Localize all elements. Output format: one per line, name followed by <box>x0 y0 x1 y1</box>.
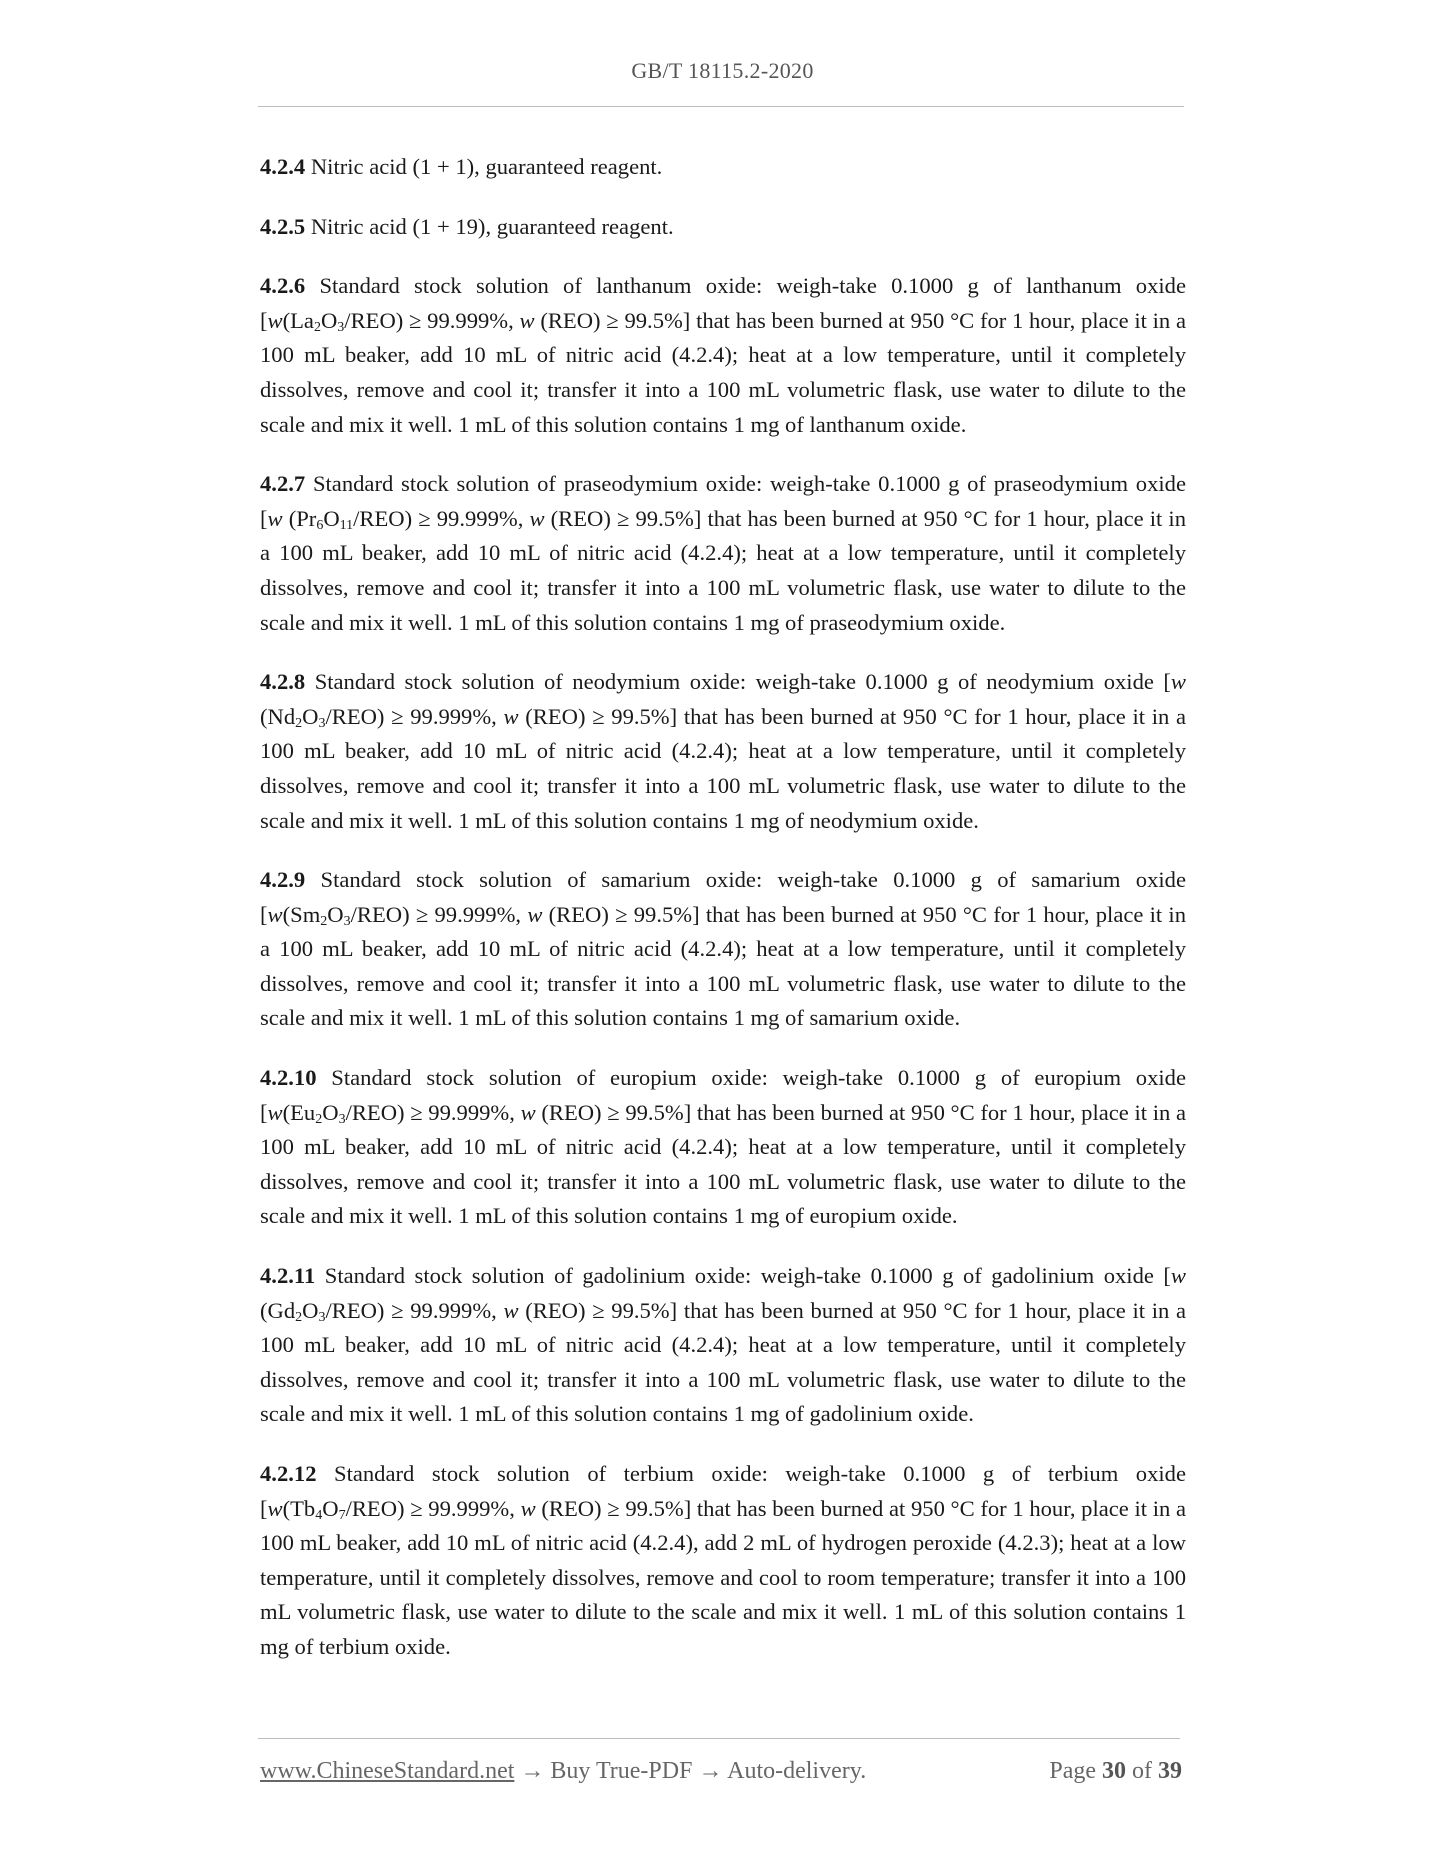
mass-fraction-symbol: w <box>519 307 535 333</box>
clause-text: (REO) ≥ 99.5%] that has been burned at 950 °C for 1 hour, place it in a 100 mL beaker, add 10 mL of nitric acid (4.2.4); heat at a low temperature, until it completely dissolves, remove and cool it; transfer it into a 100 mL volumetric flask, use water to dilute to the scale and mix it well. 1 mL of this solution contains 1 mg of gadolinium oxide. <box>260 1297 1186 1427</box>
mass-fraction-symbol: w <box>267 505 283 531</box>
clause-text: (REO) ≥ 99.5%] that has been burned at 950 °C for 1 hour, place it in a 100 mL beaker, add 10 mL of nitric acid (4.2.4); heat at a low temperature, until it completely dissolves, remove and cool it; transfer it into a 100 mL volumetric flask, use water to dilute to the scale and mix it well. 1 mL of this solution contains 1 mg of neodymium oxide. <box>260 703 1186 833</box>
clause-number: 4.2.11 <box>260 1263 316 1289</box>
clause-text: Standard stock solution of gadolinium oxide: weigh-take 0.1000 g of gadolinium oxide [ <box>324 1263 1171 1289</box>
formula-subscript: 2 <box>295 1309 303 1325</box>
running-header: GB/T 18115.2-2020 <box>631 58 814 83</box>
formula-subscript: 3 <box>318 1309 326 1325</box>
formula-part: (Eu <box>282 1099 316 1125</box>
clause-number: 4.2.7 <box>260 471 306 497</box>
clause-text: Standard stock solution of neodymium oxide: weigh-take 0.1000 g of neodymium oxide [ <box>314 669 1171 695</box>
clause-4-2-8 <box>260 665 1186 838</box>
clause-number: 4.2.6 <box>260 273 306 299</box>
clause-number: 4.2.4 <box>260 154 306 179</box>
formula-part: O <box>322 1495 339 1521</box>
formula-subscript: 4 <box>315 1507 323 1523</box>
clause-4-2-5 <box>260 210 1186 245</box>
formula-subscript: 2 <box>320 913 328 929</box>
clause-4-2-10 <box>260 1061 1186 1234</box>
formula-part: /REO) ≥ 99.999%, <box>353 505 530 531</box>
clause-text: (REO) ≥ 99.5%] that has been burned at 950 °C for 1 hour, place it in a 100 mL beaker, add 10 mL of nitric acid (4.2.4); heat at a low temperature, until it completely dissolves, remove and cool it; transfer it into a 100 mL volumetric flask, use water to dilute to the scale and mix it well. 1 mL of this solution contains 1 mg of lanthanum oxide. <box>260 307 1186 437</box>
clause-text: Standard stock solution of praseodymium oxide: weigh-take 0.1000 g of praseodymium oxide [ <box>260 471 1186 531</box>
formula-part: O <box>322 1099 339 1125</box>
formula-part: /REO) ≥ 99.999%, <box>350 901 528 927</box>
document-body <box>260 150 1186 1690</box>
mass-fraction-symbol: w <box>503 703 519 729</box>
clause-number: 4.2.8 <box>260 669 306 695</box>
formula-part: (Pr <box>282 505 317 531</box>
clause-number: 4.2.9 <box>260 867 306 893</box>
formula-part: /REO) ≥ 99.999%, <box>344 307 520 333</box>
mass-fraction-symbol: w <box>1170 1263 1186 1289</box>
clause-text: Nitric acid (1 + 19), guaranteed reagent. <box>310 213 674 239</box>
mass-fraction-symbol: w <box>503 1297 519 1323</box>
mass-fraction-symbol: w <box>520 1099 536 1125</box>
clause-number: 4.2.12 <box>260 1461 317 1486</box>
clause-4-2-12 <box>260 1457 1186 1665</box>
clause-number: 4.2.5 <box>260 213 306 239</box>
clause-text: (REO) ≥ 99.5%] that has been burned at 950 °C for 1 hour, place it in a 100 mL beaker, add 10 mL of nitric acid (4.2.4); heat at a low temperature, until it completely dissolves, remove and cool it; transfer it into a 100 mL volumetric flask, use water to dilute to the scale and mix it well. 1 mL of this solution contains 1 mg of samarium oxide. <box>260 901 1187 1031</box>
formula-part: /REO) ≥ 99.999%, <box>325 1297 504 1323</box>
formula-part: (Nd <box>260 703 296 729</box>
formula-subscript: 6 <box>316 517 324 533</box>
clause-text: Standard stock solution of europium oxide: weigh-take 0.1000 g of europium oxide [ <box>260 1065 1186 1125</box>
formula-part: (Gd <box>260 1297 296 1323</box>
page-indicator <box>1049 1758 1182 1785</box>
mass-fraction-symbol: w <box>520 1495 536 1521</box>
clause-text: Standard stock solution of samarium oxide: weigh-take 0.1000 g of samarium oxide [ <box>260 867 1186 927</box>
formula-subscript: 2 <box>315 1111 323 1127</box>
website-link[interactable]: www.ChineseStandard.net <box>260 1758 515 1784</box>
of-label: of <box>1126 1758 1158 1784</box>
formula-part: /REO) ≥ 99.999%, <box>345 1495 521 1521</box>
page-total: 39 <box>1158 1758 1182 1784</box>
formula-subscript: 3 <box>337 319 345 335</box>
mass-fraction-symbol: w <box>529 505 545 531</box>
page-label: Page <box>1049 1758 1102 1784</box>
formula-subscript: 3 <box>343 913 351 929</box>
clause-4-2-4 <box>260 150 1186 185</box>
mass-fraction-symbol: w <box>267 307 283 333</box>
clause-text: Standard stock solution of lanthanum oxide: weigh-take 0.1000 g of lanthanum oxide [ <box>260 273 1186 333</box>
clause-text: (REO) ≥ 99.5%] that has been burned at 950 °C for 1 hour, place it in a 100 mL beaker, add 10 mL of nitric acid (4.2.4); heat at a low temperature, until it completely dissolves, remove and cool it; transfer it into a 100 mL volumetric flask, use water to dilute to the scale and mix it well. 1 mL of this solution contains 1 mg of europium oxide. <box>260 1099 1186 1229</box>
formula-part: /REO) ≥ 99.999%, <box>345 1099 521 1125</box>
formula-subscript: 2 <box>295 715 303 731</box>
formula-subscript: 2 <box>313 319 321 335</box>
page-number: 30 <box>1102 1758 1126 1784</box>
clause-number: 4.2.10 <box>260 1065 317 1091</box>
formula-part: O <box>327 901 344 927</box>
mass-fraction-symbol: w <box>267 901 283 927</box>
formula-part: O <box>320 307 338 333</box>
clause-text: (REO) ≥ 99.5%] that has been burned at 950 °C for 1 hour, place it in a 100 mL beaker, add 10 mL of nitric acid (4.2.4), add 2 mL of hydrogen peroxide (4.2.3); heat at a low temperature, until it completely dissolves, remove and cool to room temperature; transfer it into a 100 mL volumetric flask, use water to dilute to the scale and mix it well. 1 mL of this solution contains 1 mg of terbium oxide. <box>260 1495 1186 1659</box>
formula-subscript: 11 <box>339 517 354 533</box>
clause-text: Standard stock solution of terbium oxide: weigh-take 0.1000 g of terbium oxide [ <box>260 1461 1186 1521</box>
mass-fraction-symbol: w <box>1170 669 1186 695</box>
header-divider <box>258 106 1184 107</box>
clause-4-2-9 <box>260 863 1186 1036</box>
mass-fraction-symbol: w <box>267 1099 283 1125</box>
clause-4-2-7 <box>260 467 1186 640</box>
formula-part: (Tb <box>282 1495 316 1521</box>
formula-part: O <box>302 1297 319 1323</box>
mass-fraction-symbol: w <box>267 1495 283 1521</box>
formula-part: (La <box>282 307 314 333</box>
clause-text: Nitric acid (1 + 1), guaranteed reagent. <box>310 154 663 179</box>
formula-subscript: 7 <box>338 1507 346 1523</box>
clause-4-2-6 <box>260 269 1186 442</box>
formula-part: /REO) ≥ 99.999%, <box>325 703 504 729</box>
clause-text: (REO) ≥ 99.5%] that has been burned at 950 °C for 1 hour, place it in a 100 mL beaker, add 10 mL of nitric acid (4.2.4); heat at a low temperature, until it completely dissolves, remove and cool it; transfer it into a 100 mL volumetric flask, use water to dilute to the scale and mix it well. 1 mL of this solution contains 1 mg of praseodymium oxide. <box>260 505 1187 635</box>
formula-part: (Sm <box>282 901 321 927</box>
formula-subscript: 3 <box>318 715 326 731</box>
footer-divider <box>258 1738 1180 1739</box>
formula-part: O <box>302 703 319 729</box>
mass-fraction-symbol: w <box>527 901 543 927</box>
clause-4-2-11 <box>260 1259 1186 1432</box>
formula-subscript: 3 <box>338 1111 346 1127</box>
formula-part: O <box>323 505 340 531</box>
footer-promo <box>260 1758 866 1785</box>
promo-text: → Buy True-PDF → Auto-delivery. <box>514 1758 867 1784</box>
